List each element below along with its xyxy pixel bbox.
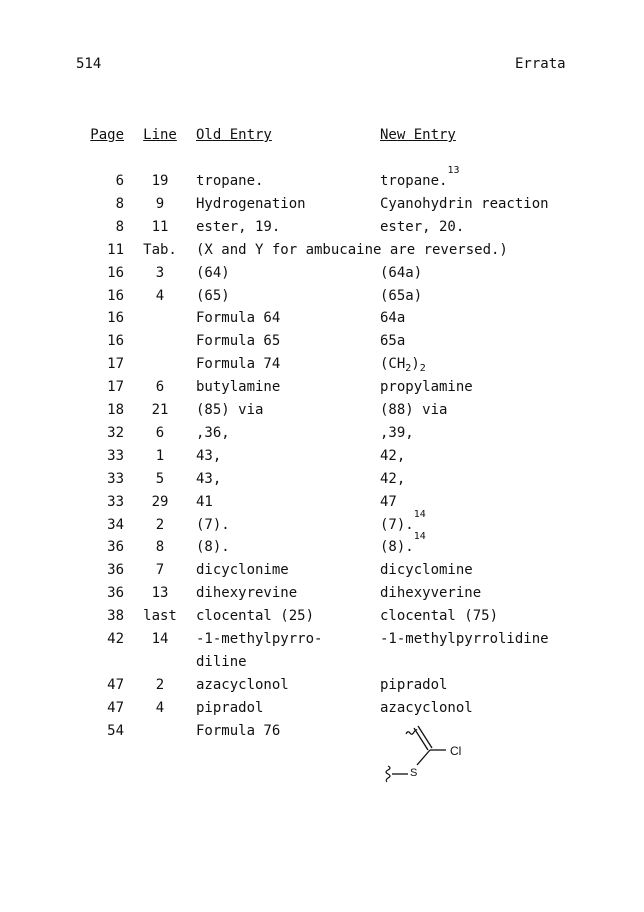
cell-new-entry bbox=[380, 356, 426, 375]
table-row bbox=[0, 562, 644, 585]
reference-superscript: 13 bbox=[447, 165, 460, 176]
table-row bbox=[0, 677, 644, 700]
cell-new-entry-text: ,39, bbox=[380, 424, 414, 441]
cell-old-entry: ester, 19. bbox=[196, 218, 281, 235]
table-row bbox=[0, 402, 644, 425]
header-old-entry: Old Entry bbox=[196, 127, 272, 143]
cell-line: Tab. bbox=[143, 241, 177, 258]
cell-line: 6 bbox=[155, 424, 165, 441]
cell-new-entry-text: (7). bbox=[380, 516, 414, 533]
subscript: 2 bbox=[405, 363, 412, 375]
cell-old-entry: clocental (25) bbox=[196, 608, 315, 625]
cell-line: 11 bbox=[151, 218, 169, 235]
cell-old-entry: Formula 65 bbox=[196, 333, 281, 350]
reference-superscript: 14 bbox=[413, 508, 426, 520]
cell-page: 17 bbox=[107, 356, 124, 373]
table-row bbox=[0, 219, 644, 242]
cell-new-entry bbox=[380, 562, 473, 578]
cell-new-entry bbox=[380, 196, 549, 212]
cell-new-entry bbox=[380, 631, 549, 647]
table-row bbox=[0, 723, 644, 746]
cell-new-entry bbox=[380, 494, 397, 510]
cell-old-entry: Hydrogenation bbox=[196, 195, 306, 212]
cell-line: 5 bbox=[155, 470, 165, 487]
cell-page: 33 bbox=[107, 470, 124, 487]
header-new-entry: New Entry bbox=[380, 127, 456, 143]
table-row bbox=[0, 494, 644, 517]
cell-new-entry-text: Cyanohydrin reaction bbox=[380, 195, 549, 212]
cell-old-entry: diline bbox=[196, 653, 247, 670]
cell-new-entry bbox=[380, 310, 405, 326]
cell-page: 16 bbox=[107, 333, 124, 350]
cell-old-entry: (65) bbox=[196, 287, 230, 304]
table-row bbox=[0, 608, 644, 631]
table-row bbox=[0, 654, 644, 677]
cell-line: 9 bbox=[155, 195, 165, 212]
cell-new-entry-text: pipradol bbox=[380, 676, 448, 693]
cell-old-entry: (85) via bbox=[196, 402, 264, 418]
table-row bbox=[0, 700, 644, 723]
cell-old-entry: tropane. bbox=[196, 173, 264, 189]
cell-page: 17 bbox=[107, 379, 124, 396]
table-row bbox=[0, 631, 644, 654]
cell-new-entry bbox=[380, 585, 481, 601]
cell-line: 2 bbox=[155, 516, 165, 533]
chlorine-label: Cl bbox=[450, 744, 462, 758]
table-row bbox=[0, 333, 644, 356]
cell-page: 16 bbox=[107, 264, 124, 281]
cell-new-entry-text: (CH bbox=[380, 356, 406, 373]
subscript: 2 bbox=[419, 363, 426, 375]
table-row bbox=[0, 196, 644, 219]
cell-new-entry bbox=[380, 333, 405, 349]
cell-page: 33 bbox=[107, 447, 124, 464]
cell-new-entry-text: clocental (75) bbox=[380, 608, 499, 625]
cell-line: 6 bbox=[155, 379, 165, 396]
cell-old-entry: (64) bbox=[196, 264, 230, 281]
cell-page: 47 bbox=[107, 699, 124, 716]
table-row bbox=[0, 265, 644, 288]
cell-new-entry-text: (88) via bbox=[380, 402, 448, 418]
table-row bbox=[0, 356, 644, 379]
cell-new-entry-text: 65a bbox=[380, 333, 406, 350]
cell-old-entry: butylamine bbox=[196, 379, 281, 396]
cell-new-entry bbox=[380, 219, 464, 235]
cell-page: 16 bbox=[107, 310, 124, 327]
cell-line: last bbox=[143, 608, 177, 625]
cell-new-entry bbox=[380, 425, 414, 441]
cell-new-entry bbox=[380, 531, 426, 556]
table-row bbox=[0, 508, 644, 543]
cell-new-entry-text: dicyclomine bbox=[380, 562, 473, 579]
table-row bbox=[0, 585, 644, 608]
cell-page: 36 bbox=[107, 562, 124, 579]
cell-new-entry-text: azacyclonol bbox=[380, 699, 473, 716]
cell-page: 8 bbox=[115, 195, 124, 212]
cell-line: 29 bbox=[151, 493, 169, 510]
cell-line: 8 bbox=[155, 539, 165, 556]
cell-new-entry bbox=[380, 677, 447, 693]
cell-new-entry-text: -1-methylpyrrolidine bbox=[380, 631, 549, 647]
cell-page: 54 bbox=[107, 722, 124, 739]
cell-page: 33 bbox=[107, 493, 124, 510]
table-row bbox=[0, 288, 644, 311]
cell-note: (X and Y for ambucaine are reversed.) bbox=[196, 241, 508, 258]
cell-new-entry bbox=[380, 608, 498, 624]
cell-old-entry: pipradol bbox=[196, 699, 264, 716]
table-row bbox=[0, 379, 644, 402]
cell-new-entry-text: 42, bbox=[380, 447, 406, 464]
cell-new-entry bbox=[380, 288, 422, 304]
cell-page: 16 bbox=[107, 287, 124, 304]
cell-old-entry: -1-methylpyrro- bbox=[196, 631, 323, 647]
cell-old-entry: ,36, bbox=[196, 424, 230, 441]
cell-line: 2 bbox=[155, 676, 165, 693]
formula-76-structure bbox=[370, 720, 480, 792]
header-page: Page bbox=[90, 127, 124, 143]
cell-new-entry bbox=[380, 448, 405, 464]
cell-old-entry: (7). bbox=[196, 516, 230, 533]
cell-new-entry bbox=[380, 265, 422, 281]
cell-new-entry-text: tropane. bbox=[380, 173, 448, 189]
cell-new-entry bbox=[380, 402, 447, 418]
cell-page: 32 bbox=[107, 424, 124, 441]
cell-page: 36 bbox=[107, 539, 124, 556]
table-row bbox=[0, 310, 644, 333]
cell-new-entry-text: 42, bbox=[380, 470, 406, 487]
cell-old-entry: dihexyrevine bbox=[196, 585, 298, 602]
cell-old-entry: Formula 64 bbox=[196, 310, 281, 327]
cell-line: 4 bbox=[155, 699, 165, 716]
cell-new-entry-text: ester, 20. bbox=[380, 218, 465, 235]
cell-old-entry: 43, bbox=[196, 447, 222, 464]
reference-superscript: 14 bbox=[413, 531, 426, 543]
table-row bbox=[0, 242, 644, 265]
cell-page: 6 bbox=[115, 173, 124, 189]
cell-page: 47 bbox=[107, 676, 124, 693]
cell-old-entry: 41 bbox=[196, 493, 213, 510]
cell-line: 7 bbox=[155, 562, 165, 579]
cell-new-entry-text: (65a) bbox=[380, 287, 423, 304]
cell-new-entry-text: propylamine bbox=[380, 379, 473, 396]
cell-new-entry-text: (64a) bbox=[380, 264, 423, 281]
cell-page: 8 bbox=[115, 218, 124, 235]
cell-old-entry: Formula 76 bbox=[196, 722, 281, 739]
table-row bbox=[0, 471, 644, 494]
cell-page: 18 bbox=[107, 402, 124, 418]
cell-new-entry bbox=[380, 471, 405, 487]
table-row bbox=[0, 531, 644, 562]
cell-new-entry-text: dihexyverine bbox=[380, 585, 482, 602]
cell-line: 1 bbox=[155, 447, 165, 464]
cell-line: 21 bbox=[151, 402, 169, 418]
cell-line: 19 bbox=[151, 173, 169, 189]
cell-line: 14 bbox=[151, 631, 169, 647]
cell-page: 36 bbox=[107, 585, 124, 602]
cell-old-entry: 43, bbox=[196, 470, 222, 487]
cell-new-entry-text: (8). bbox=[380, 539, 414, 556]
table-row bbox=[0, 425, 644, 448]
cell-new-entry-text: 64a bbox=[380, 310, 406, 327]
table-row bbox=[0, 165, 644, 196]
cell-new-entry-text: 47 bbox=[380, 493, 397, 510]
cell-new-entry bbox=[380, 379, 473, 395]
cell-old-entry: (8). bbox=[196, 539, 230, 556]
cell-line: 4 bbox=[155, 287, 165, 304]
cell-line: 3 bbox=[155, 264, 165, 281]
cell-page: 11 bbox=[107, 241, 124, 258]
running-head: Errata bbox=[515, 56, 566, 72]
cell-new-entry bbox=[380, 700, 473, 716]
sulfur-label: S bbox=[410, 767, 418, 779]
cell-page: 42 bbox=[107, 631, 124, 647]
cell-old-entry: azacyclonol bbox=[196, 676, 289, 693]
cell-line: 13 bbox=[151, 585, 169, 602]
cell-new-entry bbox=[380, 165, 460, 189]
header-line: Line bbox=[143, 127, 177, 143]
cell-page: 38 bbox=[107, 608, 124, 625]
page-number: 514 bbox=[76, 56, 102, 72]
table-row bbox=[0, 448, 644, 471]
cell-page: 34 bbox=[107, 516, 124, 533]
cell-old-entry: Formula 74 bbox=[196, 356, 281, 373]
cell-new-entry-tail: ) bbox=[411, 356, 420, 373]
cell-old-entry: dicyclonime bbox=[196, 562, 289, 579]
